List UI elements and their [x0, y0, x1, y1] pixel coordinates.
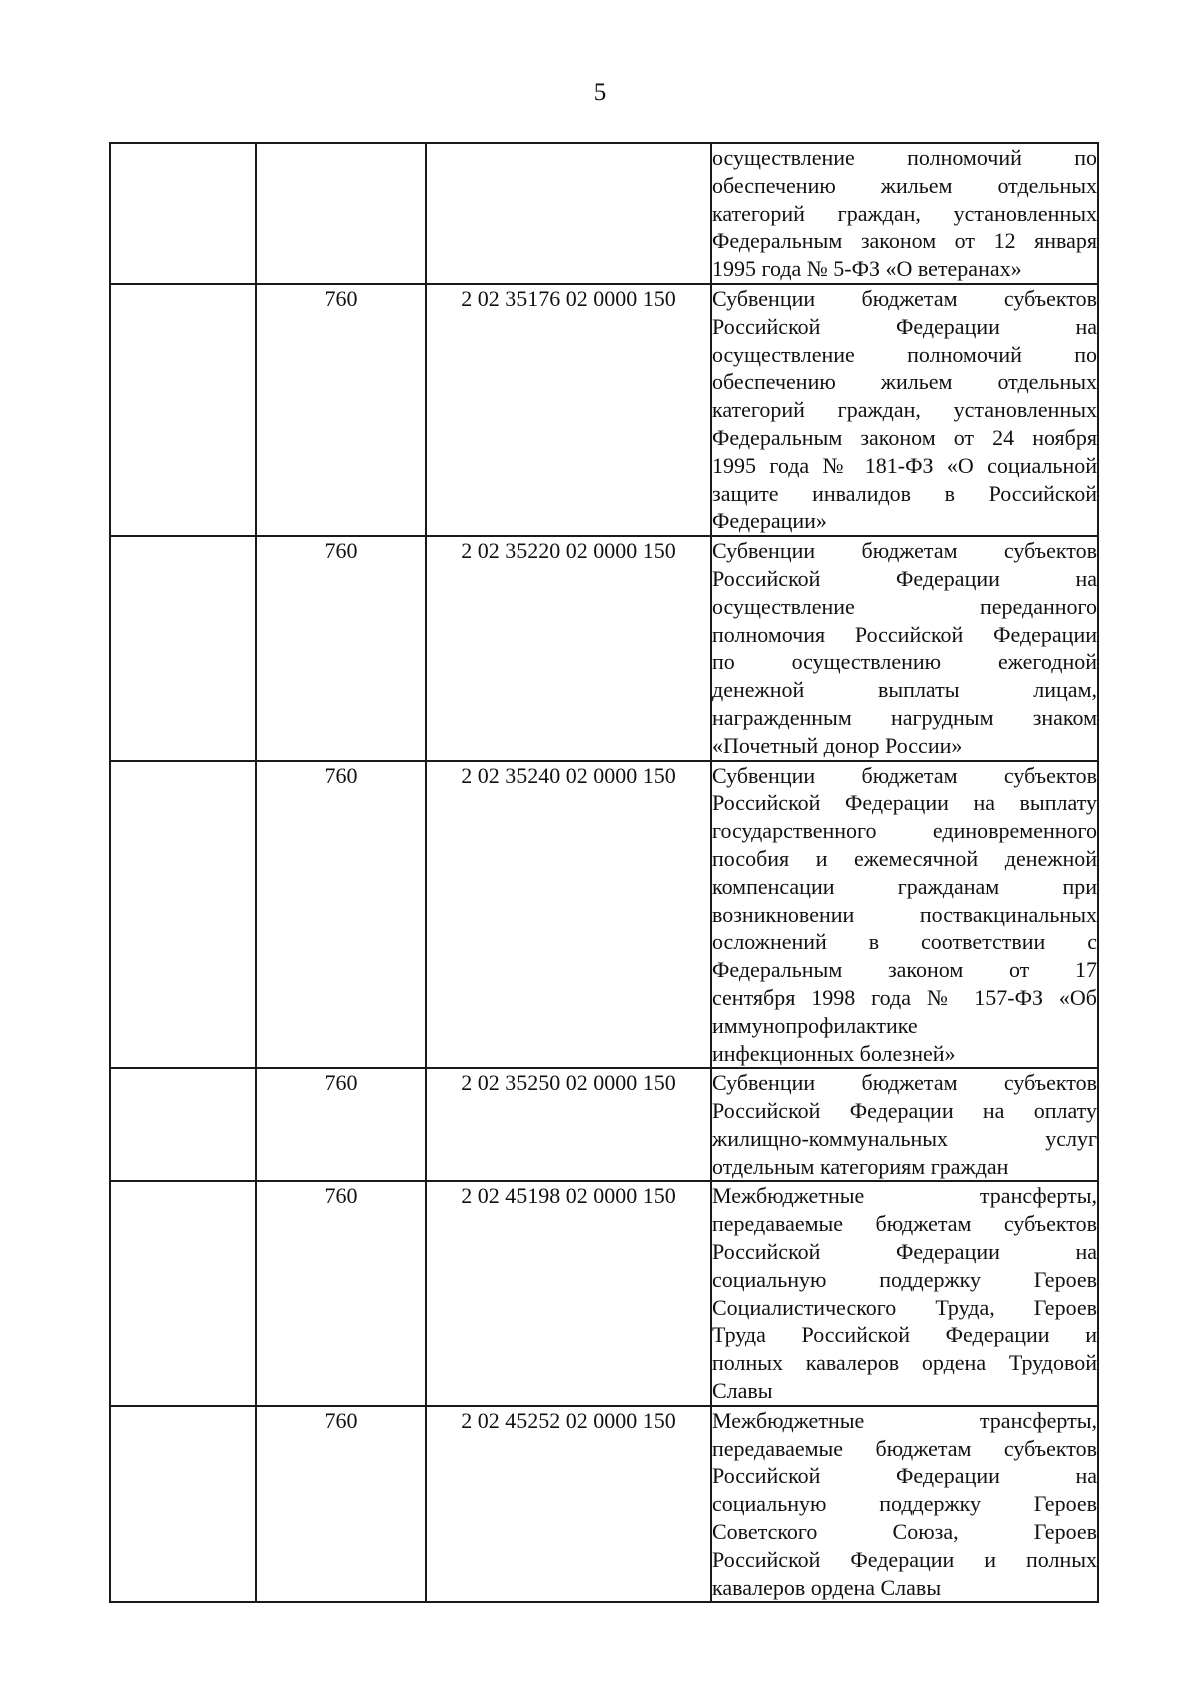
description-line: Российской Федерации на [712, 313, 1097, 339]
budget-classification-code-cell: 2 02 35250 02 0000 150 [426, 1068, 711, 1181]
administrator-code-cell [256, 143, 426, 284]
budget-classification-code-cell: 2 02 45198 02 0000 150 [426, 1181, 711, 1405]
empty-cell [110, 143, 256, 284]
empty-cell [110, 761, 256, 1069]
revenue-description-cell [711, 143, 1098, 284]
description-line: Федеральным законом от 12 января [712, 228, 1097, 254]
description-line: Российской Федерации и полных [712, 1546, 1097, 1572]
description-line: обеспечению жильем отдельных [712, 172, 1097, 198]
description-line: социальную поддержку Героев [712, 1266, 1097, 1292]
table-body [110, 143, 1098, 1602]
description-line: государственного единовременного [712, 818, 1097, 844]
description-line: иммунопрофилактике [712, 1012, 918, 1038]
description-line: категорий граждан, установленных [712, 200, 1097, 226]
table-row [110, 1406, 1098, 1603]
description-line: Субвенции бюджетам субъектов [712, 285, 1097, 311]
revenue-description-cell [711, 1068, 1098, 1181]
description-line: Труда Российской Федерации и [712, 1322, 1097, 1348]
description-line: Субвенции бюджетам субъектов [712, 1070, 1097, 1096]
description-line: денежной выплаты лицам, [712, 677, 1097, 703]
empty-cell [110, 536, 256, 760]
description-line: Социалистического Труда, Героев [712, 1294, 1097, 1320]
table-row [110, 536, 1098, 760]
description-line: передаваемые бюджетам субъектов [712, 1435, 1097, 1461]
description-line: полномочия Российской Федерации [712, 621, 1097, 647]
table-row [110, 761, 1098, 1069]
revenue-description-cell [711, 1406, 1098, 1603]
description-line: Российской Федерации на [712, 1239, 1097, 1265]
description-line: Славы [712, 1378, 773, 1404]
administrator-code-cell: 760 [256, 1406, 426, 1603]
description-line: социальную поддержку Героев [712, 1491, 1097, 1517]
revenue-description-cell [711, 284, 1098, 536]
table-row [110, 1068, 1098, 1181]
budget-classification-code-cell: 2 02 35240 02 0000 150 [426, 761, 711, 1069]
description-line: Субвенции бюджетам субъектов [712, 538, 1097, 564]
description-line: категорий граждан, установленных [712, 397, 1097, 423]
description-line: Межбюджетные трансферты, [712, 1407, 1097, 1433]
description-line: 1995 года № 181-ФЗ «О социальной [712, 452, 1097, 478]
description-line: «Почетный донор России» [712, 732, 963, 758]
budget-classification-code-cell: 2 02 45252 02 0000 150 [426, 1406, 711, 1603]
table-row [110, 284, 1098, 536]
description-line: Российской Федерации на выплату [712, 790, 1097, 816]
description-line: Межбюджетные трансферты, [712, 1183, 1097, 1209]
budget-classification-code-cell: 2 02 35176 02 0000 150 [426, 284, 711, 536]
description-line: осуществление полномочий по [712, 341, 1097, 367]
description-line: Субвенции бюджетам субъектов [712, 762, 1097, 788]
administrator-code-cell: 760 [256, 1181, 426, 1405]
description-line: осложнений в соответствии с [712, 929, 1097, 955]
description-line: жилищно-коммунальных услуг [712, 1125, 1097, 1151]
description-line: возникновении поствакцинальных [712, 901, 1097, 927]
description-line: полных кавалеров ордена Трудовой [712, 1350, 1097, 1376]
description-line: осуществление полномочий по [712, 145, 1097, 170]
administrator-code-cell: 760 [256, 761, 426, 1069]
description-line: Российской Федерации на [712, 1463, 1097, 1489]
revenue-description-cell [711, 761, 1098, 1069]
revenue-description-cell [711, 1181, 1098, 1405]
description-line: Советского Союза, Героев [712, 1519, 1097, 1545]
description-line: Российской Федерации на [712, 565, 1097, 591]
description-line: Федеральным законом от 17 [712, 957, 1097, 983]
description-line: инфекционных болезней» [712, 1040, 956, 1066]
description-line: награжденным нагрудным знаком [712, 704, 1097, 730]
description-line: обеспечению жильем отдельных [712, 369, 1097, 395]
administrator-code-cell: 760 [256, 1068, 426, 1181]
page-number: 5 [593, 79, 607, 106]
description-line: осуществление переданного [712, 593, 1097, 619]
administrator-code-cell: 760 [256, 536, 426, 760]
description-line: по осуществлению ежегодной [712, 649, 1097, 675]
administrator-code-cell: 760 [256, 284, 426, 536]
description-line: пособия и ежемесячной денежной [712, 845, 1097, 871]
description-line: передаваемые бюджетам субъектов [712, 1211, 1097, 1237]
description-line: защите инвалидов в Российской [712, 480, 1097, 506]
description-line: компенсации гражданам при [712, 873, 1097, 899]
revenue-description-cell [711, 536, 1098, 760]
budget-classification-code-cell: 2 02 35220 02 0000 150 [426, 536, 711, 760]
empty-cell [110, 284, 256, 536]
empty-cell [110, 1068, 256, 1181]
empty-cell [110, 1181, 256, 1405]
description-line: Российской Федерации на оплату [712, 1098, 1097, 1124]
empty-cell [110, 1406, 256, 1603]
description-line: отдельным категориям граждан [712, 1153, 1009, 1179]
table-row [110, 143, 1098, 284]
description-line: Федерации» [712, 508, 827, 534]
description-line: 1995 года № 5-ФЗ «О ветеранах» [712, 256, 1022, 282]
description-line: сентября 1998 года № 157-ФЗ «Об [712, 984, 1097, 1010]
table-row [110, 1181, 1098, 1405]
budget-classification-code-cell [426, 143, 711, 284]
description-line: кавалеров ордена Славы [712, 1574, 942, 1600]
budget-revenue-table [109, 142, 1099, 1603]
description-line: Федеральным законом от 24 ноября [712, 424, 1097, 450]
